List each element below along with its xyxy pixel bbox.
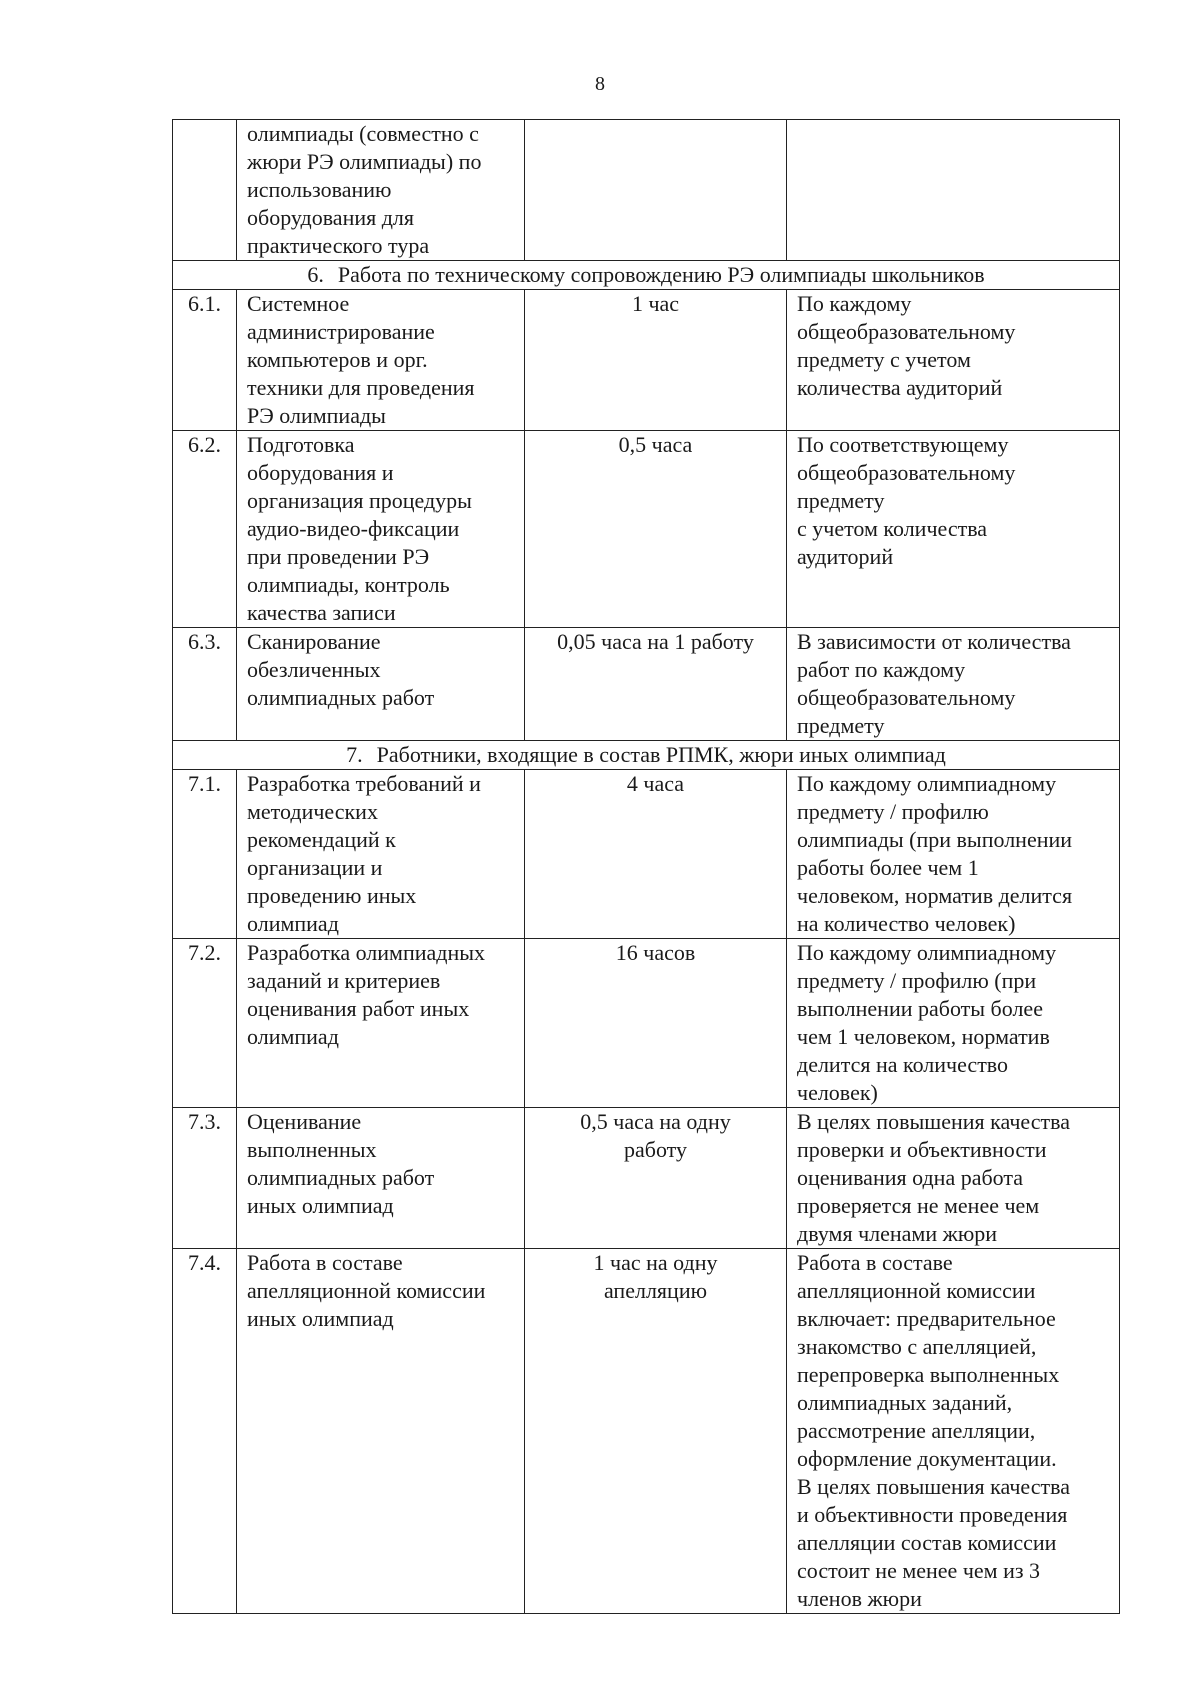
work-description <box>237 939 525 1108</box>
work-text: Разработка олимпиадных заданий и критериев оценивания работ иных олимпиад <box>247 940 486 1049</box>
row-number: 7.1. <box>173 770 237 939</box>
table-row <box>173 1108 1120 1249</box>
norm-text: 4 часа <box>626 771 685 796</box>
time-norm <box>525 939 787 1108</box>
section-number: 7. <box>346 742 363 767</box>
work-description <box>237 628 525 741</box>
table-row <box>173 628 1120 741</box>
norm-text: 0,05 часа на 1 работу <box>557 629 754 654</box>
note <box>787 939 1120 1108</box>
row-number <box>173 120 237 261</box>
table-row <box>173 120 1120 261</box>
note <box>787 431 1120 628</box>
row-number: 6.3. <box>173 628 237 741</box>
work-text: Сканирование обезличенных олимпиадных работ <box>247 629 435 710</box>
table-row <box>173 770 1120 939</box>
norms-table <box>172 119 1120 1614</box>
table-row <box>173 290 1120 431</box>
work-text: олимпиады (совместно с жюри РЭ олимпиады) по использованию оборудования для практического тура <box>247 121 482 258</box>
note-text: В зависимости от количества работ по каждому общеобразовательному предмету <box>797 629 1071 738</box>
note <box>787 1249 1120 1614</box>
note-text: В целях повышения качества проверки и объективности оценивания одна работа проверяется не менее чем двумя членами жюри <box>797 1109 1070 1246</box>
table-row <box>173 1249 1120 1614</box>
section-heading <box>173 261 1120 290</box>
note-text: По соответствующему общеобразовательному предмету с учетом количества аудиторий <box>797 432 1016 569</box>
note <box>787 290 1120 431</box>
work-text: Подготовка оборудования и организация процедуры аудио-видео-фиксации при проведении РЭ олимпиады, контроль качества записи <box>247 432 472 625</box>
time-norm <box>525 431 787 628</box>
work-text: Оценивание выполненных олимпиадных работ иных олимпиад <box>247 1109 435 1218</box>
work-text: Работа в составе апелляционной комиссии иных олимпиад <box>247 1250 486 1331</box>
table-row <box>173 939 1120 1108</box>
section-row <box>173 741 1120 770</box>
section-title: Работа по техническому сопровождению РЭ олимпиады школьников <box>337 262 985 287</box>
section-row <box>173 261 1120 290</box>
time-norm <box>525 1108 787 1249</box>
work-description <box>237 1108 525 1249</box>
note <box>787 628 1120 741</box>
row-number: 7.3. <box>173 1108 237 1249</box>
work-description <box>237 120 525 261</box>
row-number: 7.4. <box>173 1249 237 1614</box>
row-number: 6.2. <box>173 431 237 628</box>
note-text: По каждому общеобразовательному предмету с учетом количества аудиторий <box>797 291 1016 400</box>
time-norm <box>525 770 787 939</box>
work-text: Разработка требований и методических рекомендаций к организации и проведению иных олимпиад <box>247 771 481 936</box>
note <box>787 120 1120 261</box>
norm-text: 0,5 часа <box>618 432 693 457</box>
time-norm <box>525 120 787 261</box>
note <box>787 1108 1120 1249</box>
norm-text: 0,5 часа на одну работу <box>580 1109 731 1162</box>
norm-text: 1 час <box>631 291 680 316</box>
section-title: Работники, входящие в состав РПМК, жюри иных олимпиад <box>376 742 946 767</box>
time-norm <box>525 290 787 431</box>
work-text: Системное администрирование компьютеров и орг. техники для проведения РЭ олимпиады <box>247 291 475 428</box>
work-description <box>237 770 525 939</box>
time-norm <box>525 628 787 741</box>
note-text: Работа в составе апелляционной комиссии включает: предварительное знакомство с апелляцией, перепроверка выполненных олимпиадных заданий, рассмотрение апелляции, оформление документации. В целях повышения качества и объективности проведения апелляции состав комиссии состоит не менее чем из 3 членов жюри <box>797 1250 1070 1611</box>
work-description <box>237 290 525 431</box>
section-number: 6. <box>307 262 324 287</box>
row-number: 7.2. <box>173 939 237 1108</box>
row-number: 6.1. <box>173 290 237 431</box>
norm-text: 16 часов <box>615 940 696 965</box>
work-description <box>237 1249 525 1614</box>
norm-text: 1 час на одну апелляцию <box>593 1250 718 1303</box>
note-text: По каждому олимпиадному предмету / профилю олимпиады (при выполнении работы более чем 1 человеком, норматив делится на количество человек) <box>797 771 1073 936</box>
note <box>787 770 1120 939</box>
page-number: 8 <box>595 73 605 95</box>
work-description <box>237 431 525 628</box>
time-norm <box>525 1249 787 1614</box>
note-text: По каждому олимпиадному предмету / профилю (при выполнении работы более чем 1 человеком, норматив делится на количество человек) <box>797 940 1057 1105</box>
section-heading <box>173 741 1120 770</box>
table-row <box>173 431 1120 628</box>
